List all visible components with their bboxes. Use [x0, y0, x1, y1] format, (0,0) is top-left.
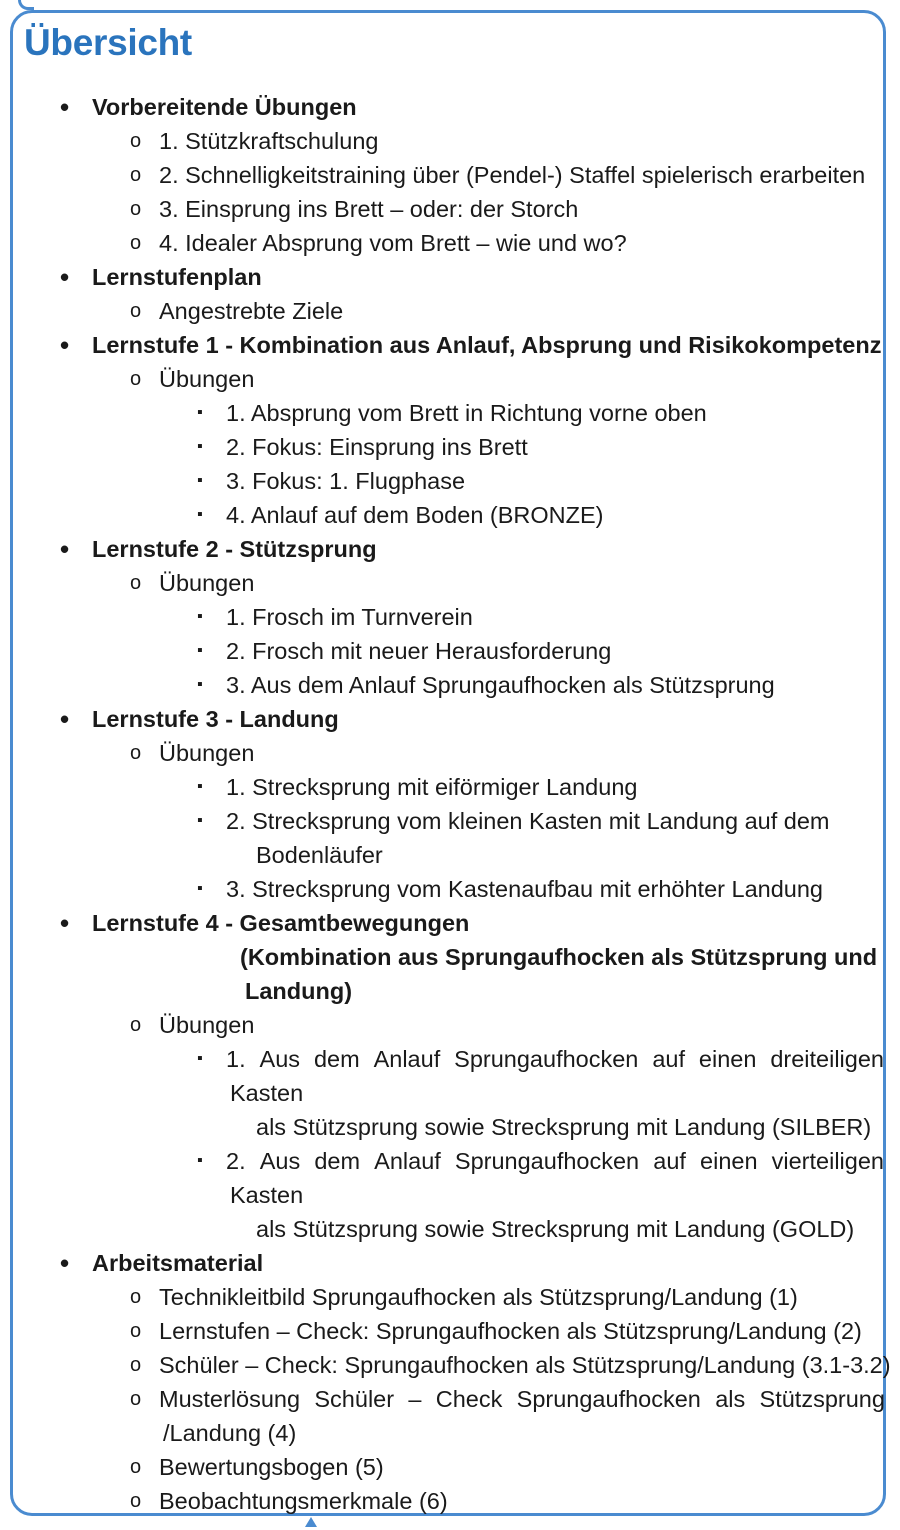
frame-connector-top	[18, 0, 34, 10]
word: o Musterlösung	[159, 1386, 301, 1412]
word: ▪ 2.	[226, 1148, 246, 1174]
list-item: o 2. Schnelligkeitstraining über (Pendel-) Staffel spielerisch erarbeiten	[0, 158, 900, 192]
word: –	[408, 1386, 422, 1412]
word: Sprungaufhocken	[454, 1046, 639, 1072]
list-item-continuation: Bodenläufer	[256, 842, 383, 868]
list-item: o Technikleitbild Sprungaufhocken als Stützsprung/Landung (1)	[0, 1280, 900, 1314]
subheading-uebungen: o Übungen	[0, 1008, 900, 1042]
list-item: o 4. Idealer Absprung vom Brett – wie und wo?	[0, 226, 900, 260]
word: Stützsprung	[759, 1386, 885, 1412]
list-item	[0, 1382, 885, 1416]
list-item-continuation: Kasten	[230, 1182, 304, 1208]
word: Sprungaufhocken	[454, 1148, 640, 1174]
overview-list	[0, 90, 900, 1518]
list-item: ▪ 2. Frosch mit neuer Herausforderung	[0, 634, 900, 668]
list-item: ▪ 1. Absprung vom Brett in Richtung vorne oben	[0, 396, 900, 430]
list-item: o Beobachtungsmerkmale (6)	[0, 1484, 900, 1518]
word: dreiteiligen	[770, 1046, 884, 1072]
list-item: ▪ 4. Anlauf auf dem Boden (BRONZE)	[0, 498, 900, 532]
section-heading-stufe2: • Lernstufe 2 - Stützsprung	[0, 532, 900, 566]
word: Aus	[259, 1148, 301, 1174]
list-item: ▪ 1. Frosch im Turnverein	[0, 600, 900, 634]
list-item: ▪ 1. Strecksprung mit eiförmiger Landung	[0, 770, 900, 804]
word: auf	[652, 1046, 685, 1072]
list-item: o 3. Einsprung ins Brett – oder: der Storch	[0, 192, 900, 226]
word: auf	[653, 1148, 686, 1174]
section-heading-stufe3: • Lernstufe 3 - Landung	[0, 702, 900, 736]
word: Aus	[259, 1046, 301, 1072]
list-item: ▪ 2. Fokus: Einsprung ins Brett	[0, 430, 900, 464]
subheading-uebungen: o Übungen	[0, 566, 900, 600]
list-item: ▪ 2. Strecksprung vom kleinen Kasten mit Landung auf dem	[0, 804, 900, 838]
word: Schüler	[314, 1386, 395, 1412]
word: vierteiligen	[771, 1148, 884, 1174]
section-heading-vorbereitend: • Vorbereitende Übungen	[0, 90, 900, 124]
list-item-continuation: Kasten	[230, 1080, 304, 1106]
list-item: o 1. Stützkraftschulung	[0, 124, 900, 158]
word: dem	[313, 1046, 360, 1072]
list-item: ▪ 3. Aus dem Anlauf Sprungaufhocken als Stützsprung	[0, 668, 900, 702]
word: einen	[700, 1148, 758, 1174]
list-item: ▪ 3. Strecksprung vom Kastenaufbau mit erhöhter Landung	[0, 872, 900, 906]
list-item: o Lernstufen – Check: Sprungaufhocken als Stützsprung/Landung (2)	[0, 1314, 900, 1348]
list-item-continuation: /Landung (4)	[163, 1420, 297, 1446]
word: dem	[314, 1148, 361, 1174]
page-title: Übersicht	[24, 22, 192, 63]
list-item	[0, 1144, 884, 1178]
list-item: ▪ 3. Fokus: 1. Flugphase	[0, 464, 900, 498]
word: Sprungaufhocken	[516, 1386, 701, 1412]
subheading-uebungen: o Übungen	[0, 736, 900, 770]
section-heading-material: • Arbeitsmaterial	[0, 1246, 900, 1280]
word: als	[715, 1386, 746, 1412]
frame-connector-arrow	[305, 1517, 317, 1527]
section-heading-stufe4-line2: (Kombination aus Sprungaufhocken als Stützsprung und	[240, 944, 878, 970]
list-item-continuation: als Stützsprung sowie Strecksprung mit Landung (GOLD)	[256, 1216, 855, 1242]
word: Anlauf	[374, 1148, 441, 1174]
word: ▪ 1.	[226, 1046, 246, 1072]
list-item: o Bewertungsbogen (5)	[0, 1450, 900, 1484]
word: einen	[698, 1046, 757, 1072]
list-item: o Schüler – Check: Sprungaufhocken als Stützsprung/Landung (3.1-3.2)	[0, 1348, 900, 1382]
section-heading-lernstufenplan: • Lernstufenplan	[0, 260, 900, 294]
subheading-uebungen: o Übungen	[0, 362, 900, 396]
section-heading-stufe4: • Lernstufe 4 - Gesamtbewegungen	[0, 906, 900, 940]
section-heading-stufe4-line3: Landung)	[245, 978, 353, 1004]
word: Anlauf	[373, 1046, 441, 1072]
list-item: o Angestrebte Ziele	[0, 294, 900, 328]
section-heading-stufe1: • Lernstufe 1 - Kombination aus Anlauf, Absprung und Risikokompetenz	[0, 328, 900, 362]
list-item-continuation: als Stützsprung sowie Strecksprung mit Landung (SILBER)	[256, 1114, 872, 1140]
word: Check	[435, 1386, 503, 1412]
list-item	[0, 1042, 884, 1076]
